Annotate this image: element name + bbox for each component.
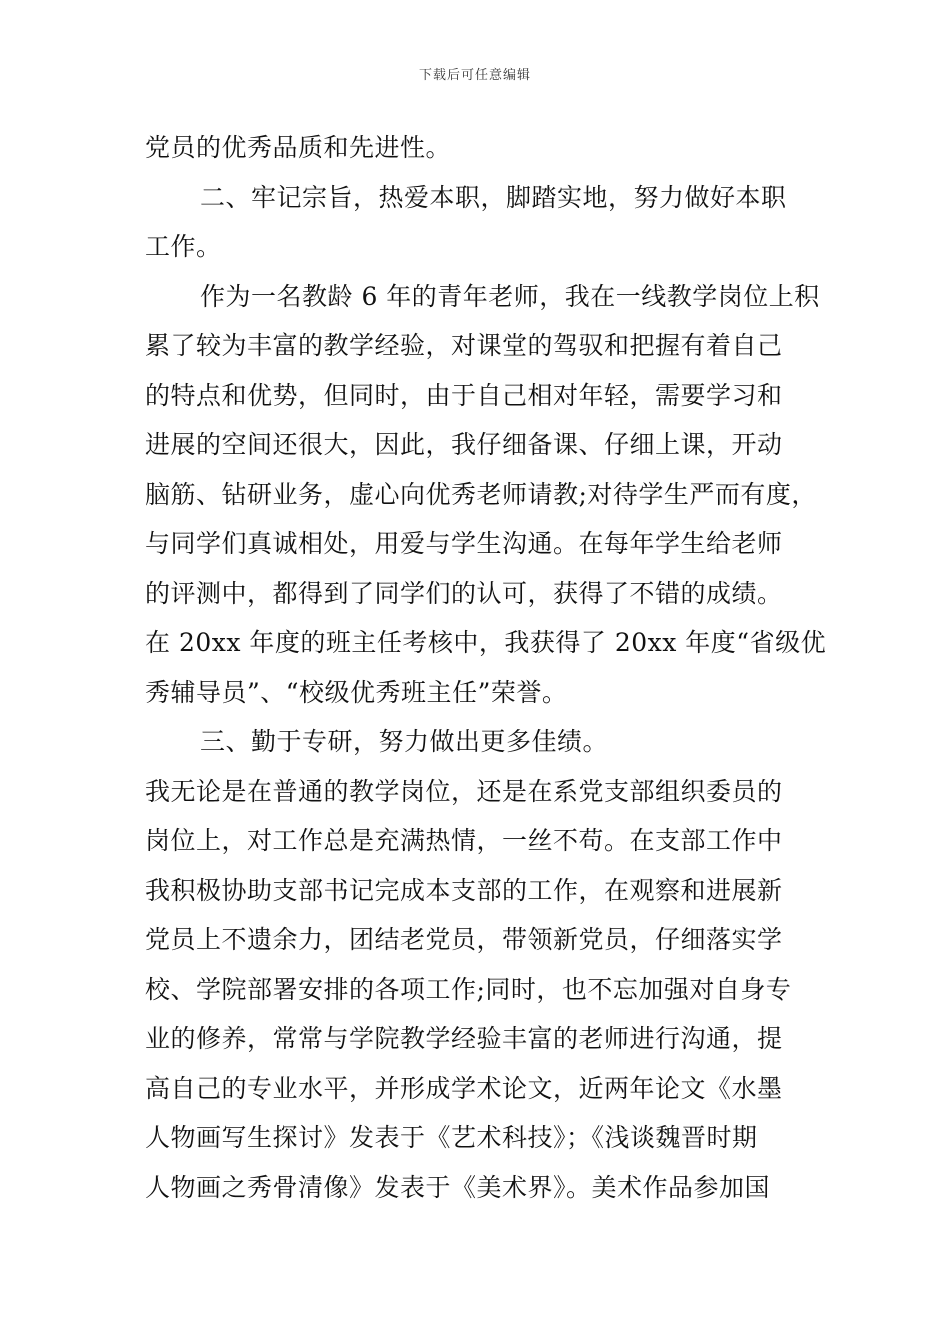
document-body <box>145 123 825 1212</box>
text-line: 二、牢记宗旨，热爱本职，脚踏实地，努力做好本职 <box>200 182 787 212</box>
text-line: 累了较为丰富的教学经验，对课堂的驾驭和把握有着自己 <box>145 331 783 360</box>
text-line: 我积极协助支部书记完成本支部的工作，在观察和进展新 <box>145 875 783 905</box>
text-line: 人物画写生探讨》发表于《艺术科技》；《浅谈魏晋时期 <box>145 1123 758 1152</box>
text-line: 作为一名教龄 6 年的青年老师，我在一线教学岗位上积 <box>200 281 820 311</box>
text-line: 工作。 <box>145 232 222 261</box>
text-line: 进展的空间还很大，因此，我仔细备课、仔细上课，开动 <box>145 430 783 459</box>
text-line: 的特点和优势，但同时，由于自己相对年轻，需要学习和 <box>145 380 783 410</box>
text-line: 脑筋、钻研业务，虚心向优秀老师请教;对待学生严而有度， <box>145 479 817 509</box>
text-line: 岗位上，对工作总是充满热情，一丝不苟。在支部工作中 <box>145 826 783 855</box>
text-line: 秀辅导员”、“校级优秀班主任”荣誉。 <box>145 677 568 707</box>
text-line: 与同学们真诚相处，用爱与学生沟通。在每年学生给老师 <box>145 529 783 558</box>
text-line: 三、勤于专研，努力做出更多佳绩。 <box>200 727 609 756</box>
text-line: 我无论是在普通的教学岗位，还是在系党支部组织委员的 <box>145 776 783 806</box>
text-line: 的评测中，都得到了同学们的认可，获得了不错的成绩。 <box>145 578 783 608</box>
text-line: 高自己的专业水平，并形成学术论文，近两年论文《水墨 <box>145 1073 783 1103</box>
text-line: 党员上不遗余力，团结老党员，带领新党员，仔细落实学 <box>145 925 783 954</box>
text-line: 校、学院部署安排的各项工作;同时，也不忘加强对自身专 <box>145 974 792 1004</box>
text-line: 在 20xx 年度的班主任考核中，我获得了 20xx 年度“省级优 <box>145 628 827 657</box>
page-header: 下载后可任意编辑 <box>418 68 531 83</box>
text-line: 党员的优秀品质和先进性。 <box>145 133 452 162</box>
text-line: 业的修养，常常与学院教学经验丰富的老师进行沟通，提 <box>145 1024 783 1053</box>
text-line: 人物画之秀骨清像》发表于《美术界》。美术作品参加国 <box>145 1172 771 1202</box>
